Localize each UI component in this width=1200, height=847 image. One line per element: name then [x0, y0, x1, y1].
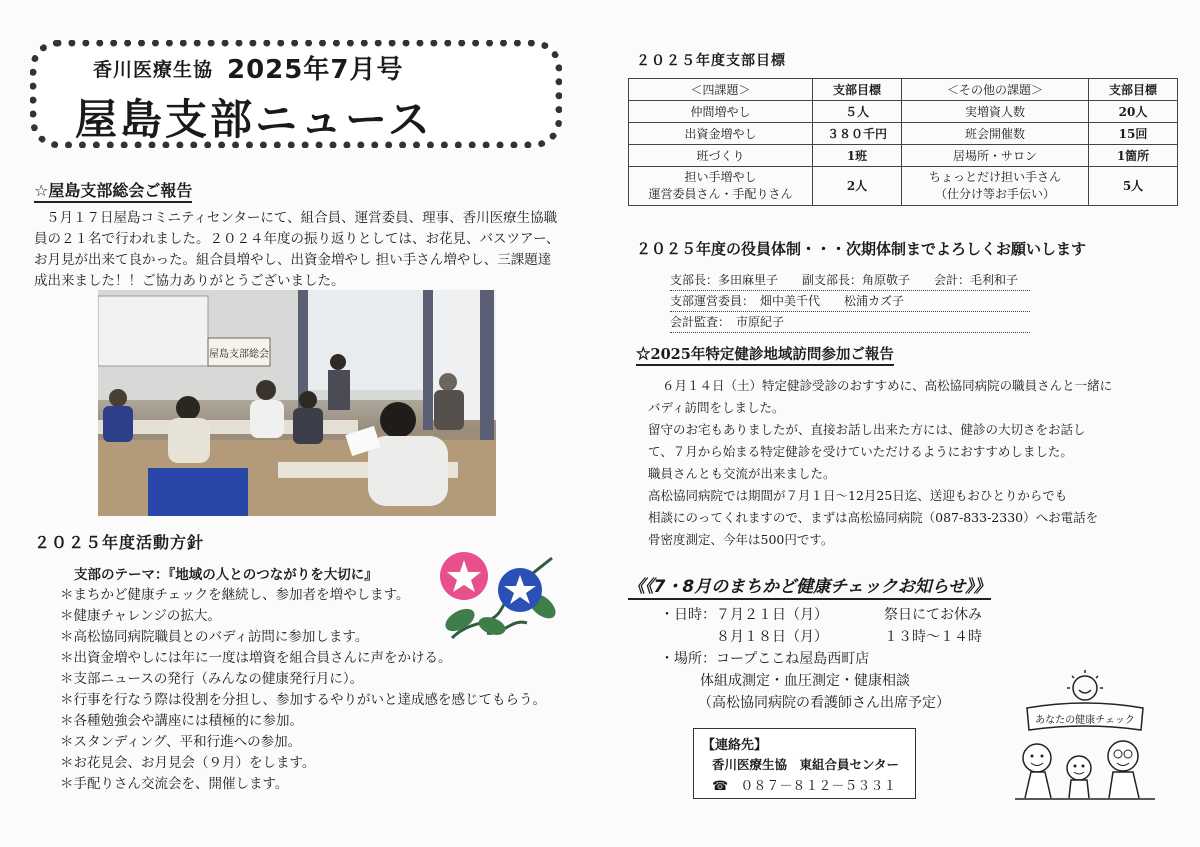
phone-icon: ☎	[712, 779, 729, 794]
table-cell: 2人	[813, 167, 902, 206]
policy-item: ＊各種勉強会や講座には積極的に参加。	[60, 713, 303, 729]
photo-banner-text: 屋島支部総会	[209, 349, 269, 360]
policy-item: ＊まちかど健康チェックを継続し、参加者を増やします。	[60, 587, 410, 603]
table-header-cell: 支部目標	[1089, 79, 1178, 101]
masthead-issuer: 香川医療生協	[93, 59, 214, 81]
masthead-issue: 2025年7月号	[227, 55, 404, 85]
checkup-line: 相談にのってくれますので、まずは高松協同病院（087-833-2330）へお電話を	[648, 510, 1099, 525]
policy-item: ＊出資金増やしには年に一度は増資を組合員さんに声をかける。	[60, 650, 452, 666]
meeting-line: ５月１７日屋島コミニティセンターにて、組合員、運営委員、理事、香川医療生協職	[46, 210, 558, 226]
policy-item: ＊行事を行なう際は役割を分担し、参加するやりがいと達成感を感じてもらう。	[60, 692, 546, 708]
goals-heading: ２０２５年度支部目標	[636, 53, 786, 69]
checkup-line: 職員さんとも交流が出来ました。	[648, 466, 836, 481]
meeting-heading: ☆屋島支部総会ご報告	[34, 178, 192, 201]
meeting-report	[34, 208, 574, 292]
table-cell: 居場所・サロン	[902, 145, 1089, 167]
table-cell: 出資金増やし	[629, 123, 813, 145]
check-note: （高松協同病院の看護師さん出席予定）	[698, 695, 950, 711]
table-cell: ５人	[813, 101, 902, 123]
officers-line: 支部長：多田麻里子 副支部長：角原敬子 会計：毛利和子	[670, 270, 1030, 291]
checkup-line: ６月１４日（土）特定健診受診のおすすめに、高松協同病院の職員さんと一緒に	[662, 378, 1113, 393]
checkup-line: 高松協同病院では期間が７月１日～12月25日迄、送迎もおひとりからでも	[648, 488, 1068, 503]
checkup-line: 留守のお宅もありましたが、直接お話し出来た方には、健診の大切さをお話し	[648, 422, 1086, 437]
meeting-line: 員の２１名で行われました。２０２４年度の振り返りとしては、お花見、バスツアー、	[34, 231, 560, 247]
meeting-line: 成出来ました！！ご協力ありがとうございました。	[34, 273, 345, 289]
health-check-heading: 《《7・8月のまちかど健康チェックお知らせ》》	[628, 572, 991, 597]
time-range: １３時～１４時	[884, 629, 982, 645]
meeting-photo-drawing	[98, 290, 496, 516]
table-cell: 班会開催数	[902, 123, 1089, 145]
table-cell	[902, 167, 1089, 206]
table-row	[629, 123, 1178, 145]
officers-heading: ２０２５年度の役員体制・・・次期体制までよろしくお願いします	[636, 240, 1087, 258]
table-cell-line: ちょっとだけ担い手さん	[928, 170, 1061, 184]
table-row	[629, 167, 1178, 206]
contact-org: 香川医療生協 東組合員センター	[712, 757, 900, 772]
table-cell: 20人	[1089, 101, 1178, 123]
date-first-note: 祭日にてお休み	[884, 607, 982, 623]
checkup-line: バディ訪問をしました。	[648, 400, 785, 415]
checkup-line: て、７月から始まる特定健診を受けていただけるようにおすすめしました。	[648, 444, 1073, 459]
table-row	[629, 101, 1178, 123]
table-cell-line: 担い手増やし	[684, 170, 757, 184]
table-header-row	[629, 79, 1178, 101]
table-cell: 1班	[813, 145, 902, 167]
table-cell-line: （仕分け等お手伝い）	[934, 187, 1055, 201]
table-cell-line: 運営委員さん・手配りさん	[648, 187, 793, 201]
policy-item: ＊手配りさん交流会を、開催します。	[60, 776, 289, 792]
goals-table	[628, 78, 1178, 206]
policy-item: ＊高松協同病院職員とのバディ訪問に参加します。	[60, 629, 369, 645]
officers-line: 支部運営委員： 畑中美千代 松浦カズ子	[670, 291, 1030, 312]
table-cell: 1箇所	[1089, 145, 1178, 167]
place-name: コープここね屋島西町店	[716, 651, 870, 667]
contact-box	[693, 728, 916, 799]
table-cell	[629, 167, 813, 206]
table-cell: 15回	[1089, 123, 1178, 145]
checkup-report	[648, 375, 1112, 551]
date-first: ７月２１日（月）	[716, 607, 828, 623]
check-contents: 体組成測定・血圧測定・健康相談	[700, 673, 910, 689]
date-second: ８月１８日（月）	[716, 629, 828, 645]
health-check-illustration	[1005, 668, 1165, 803]
meeting-line: お月見が出来て良かった。組合員増やし、出資金増やし 担い手さん増やし、三課題達	[34, 252, 552, 268]
officers-line: 会計監査： 市原紀子	[670, 312, 1030, 333]
table-cell: 実増資人数	[902, 101, 1089, 123]
table-row	[629, 145, 1178, 167]
policy-theme: 支部のテーマ：『地域の人とのつながりを大切に』	[74, 567, 378, 583]
table-cell: 仲間増やし	[629, 101, 813, 123]
meeting-photo	[98, 290, 496, 516]
contact-phone: ０８７－８１２－５３３１	[740, 779, 897, 794]
table-cell: 班づくり	[629, 145, 813, 167]
masthead	[30, 40, 562, 148]
policy-item: ＊スタンディング、平和行進への参加。	[60, 734, 302, 750]
officers-list	[670, 270, 1030, 333]
page-title: 屋島支部ニュース	[75, 95, 433, 144]
contact-label: 【連絡先】	[702, 738, 768, 753]
illustration-banner-text: あなたの健康チェック	[1035, 715, 1135, 726]
policy-item: ＊健康チャレンジの拡大。	[60, 608, 221, 624]
morning-glory-illustration	[432, 548, 562, 643]
date-label: ・日時：	[660, 607, 716, 623]
policy-item: ＊支部ニュースの発行（みんなの健康発行月に）。	[60, 671, 364, 687]
table-header-cell: ＜その他の課題＞	[902, 79, 1089, 101]
checkup-heading: ☆2025年特定健診地域訪問参加ご報告	[636, 343, 894, 364]
policy-item: ＊お花見会、お月見会（９月）をします。	[60, 755, 316, 771]
table-cell: 5人	[1089, 167, 1178, 206]
contact-phone-row	[712, 775, 896, 794]
table-cell: ３８０千円	[813, 123, 902, 145]
policy-heading: ２０２５年度活動方針	[34, 533, 205, 552]
health-check-details	[660, 604, 1000, 714]
table-header-cell: 支部目標	[813, 79, 902, 101]
table-header-cell: ＜四課題＞	[629, 79, 813, 101]
place-label: ・場所：	[660, 651, 716, 667]
checkup-line: 骨密度測定、今年は500円です。	[648, 532, 834, 547]
